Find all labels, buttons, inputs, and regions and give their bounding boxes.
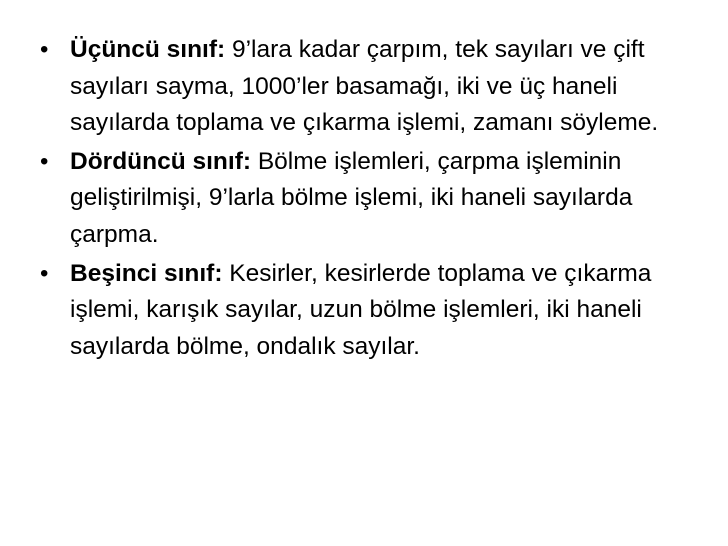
bullet-item-fifth-grade [40,256,690,366]
bullet-text: Bölme işlemleri, çarpma işleminin geliştirilmişi, 9’larla bölme işlemi, iki haneli sayılarda çarpma. [70,147,633,248]
bullet-icon: • [40,147,49,175]
bullet-term: Üçüncü sınıf: [70,36,226,63]
bullet-text: Kesirler, kesirlerde toplama ve çıkarma işlemi, karışık sayılar, uzun bölme işlemleri, iki haneli sayılarda bölme, ondalık sayılar. [70,259,652,360]
bullet-text: 9’lara kadar çarpım, tek sayıları ve çift sayıları sayma, 1000’ler basamağı, iki ve üç haneli sayılarda toplama ve çıkarma işlemi, zamanı söyleme. [70,36,659,137]
bullet-list [40,32,690,365]
bullet-icon: • [40,36,49,63]
bullet-icon: • [40,259,49,287]
bullet-item-third-grade [40,32,690,142]
bullet-term: Beşinci sınıf: [70,259,223,287]
bullet-item-fourth-grade [40,144,690,254]
bullet-term: Dördüncü sınıf: [70,147,252,175]
